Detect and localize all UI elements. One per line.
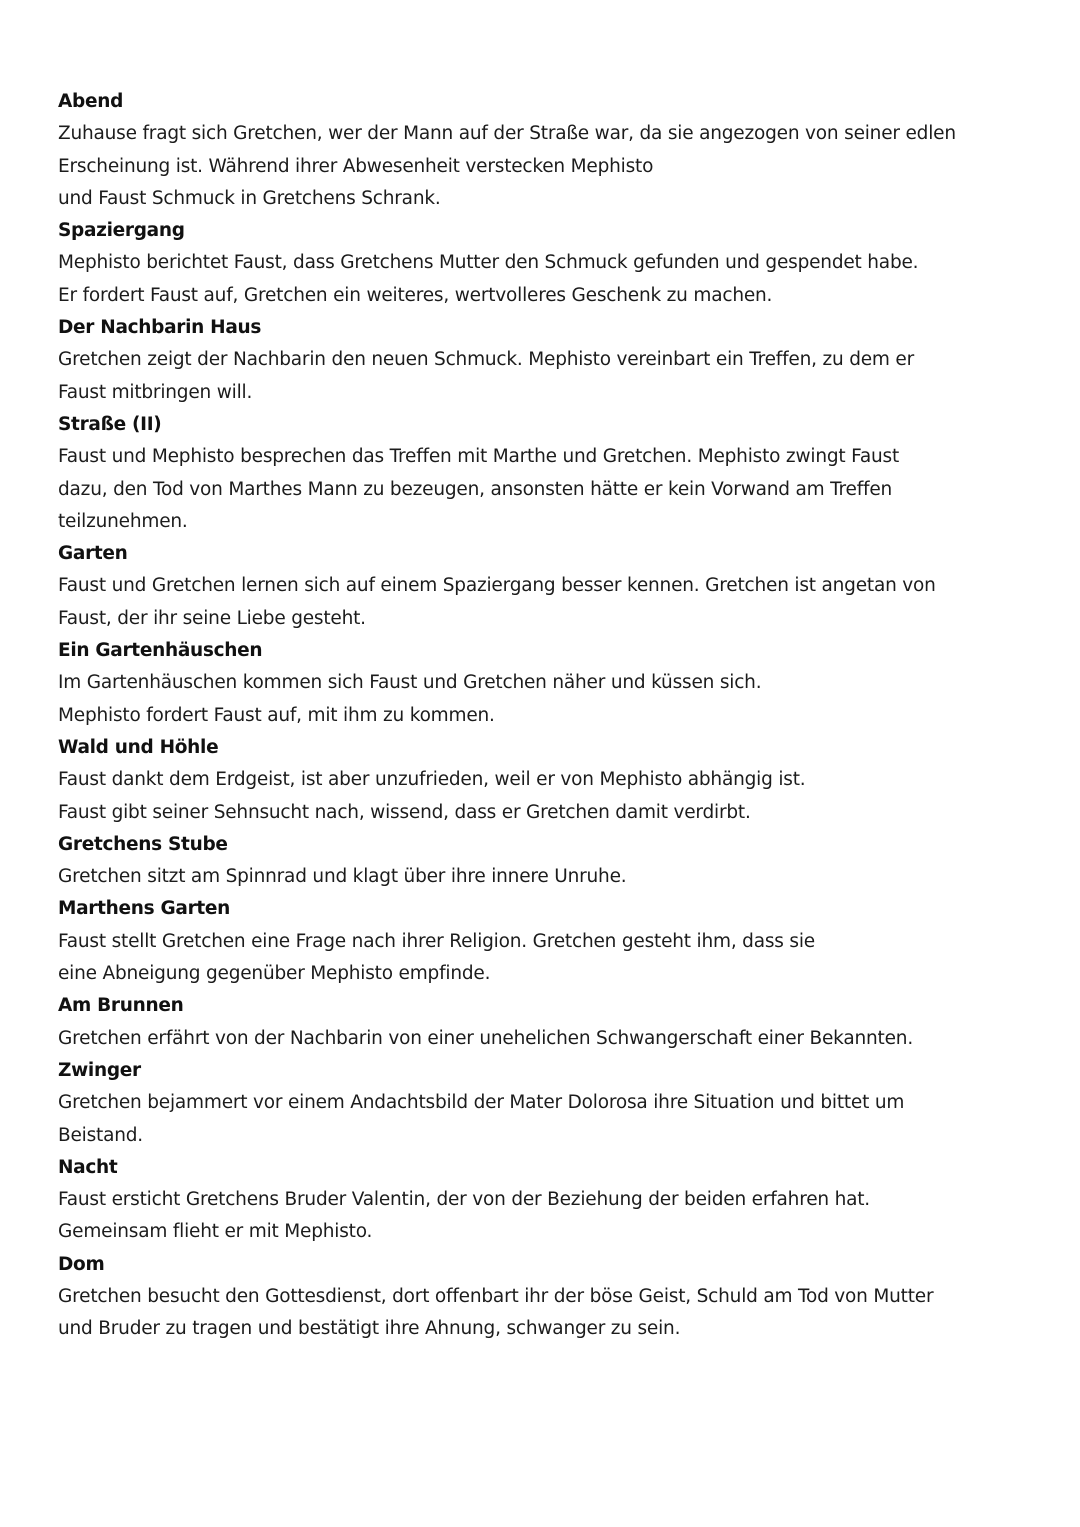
scene-section bbox=[58, 1055, 1018, 1152]
scene-section bbox=[58, 829, 1018, 894]
scene-heading: Ein Gartenhäuschen bbox=[58, 640, 263, 662]
scene-text-line: Gretchen erfährt von der Nachbarin von einer unehelichen Schwangerschaft einer Bekannten. bbox=[58, 1027, 913, 1049]
scene-text-line: eine Abneigung gegenüber Mephisto empfinde. bbox=[58, 963, 491, 985]
scene-text-line: und Bruder zu tragen und bestätigt ihre Ahnung, schwanger zu sein. bbox=[58, 1318, 681, 1340]
scene-heading: Marthens Garten bbox=[58, 898, 231, 920]
scene-heading: Spaziergang bbox=[58, 220, 185, 242]
scene-section bbox=[58, 86, 1018, 215]
scene-section bbox=[58, 893, 1018, 990]
scene-text-line: Gretchen bejammert vor einem Andachtsbild der Mater Dolorosa ihre Situation und bittet um bbox=[58, 1092, 905, 1114]
scene-text-line: Gretchen sitzt am Spinnrad und klagt über ihre innere Unruhe. bbox=[58, 866, 627, 888]
scene-text-line: Gretchen zeigt der Nachbarin den neuen Schmuck. Mephisto vereinbart ein Treffen, zu dem er bbox=[58, 349, 915, 371]
scene-section bbox=[58, 732, 1018, 829]
scene-heading: Abend bbox=[58, 91, 124, 112]
scene-section bbox=[58, 1249, 1018, 1346]
scene-text-line: Faust mitbringen will. bbox=[58, 381, 253, 403]
scene-text-line: Faust dankt dem Erdgeist, ist aber unzufrieden, weil er von Mephisto abhängig ist. bbox=[58, 769, 806, 791]
scene-text-line: Gemeinsam flieht er mit Mephisto. bbox=[58, 1221, 373, 1243]
scene-text-line: und Faust Schmuck in Gretchens Schrank. bbox=[58, 187, 441, 209]
scene-text-line: teilzunehmen. bbox=[58, 510, 188, 532]
scene-section bbox=[58, 538, 1018, 635]
scene-text-line: Im Gartenhäuschen kommen sich Faust und Gretchen näher und küssen sich. bbox=[58, 672, 762, 694]
scene-section bbox=[58, 215, 1018, 312]
scene-section bbox=[58, 312, 1018, 409]
scene-text-line: Faust stellt Gretchen eine Frage nach ihrer Religion. Gretchen gesteht ihm, dass sie bbox=[58, 930, 815, 952]
scene-text-line: Faust, der ihr seine Liebe gesteht. bbox=[58, 607, 366, 629]
scene-text-line: Er fordert Faust auf, Gretchen ein weiteres, wertvolleres Geschenk zu machen. bbox=[58, 284, 773, 306]
scene-section bbox=[58, 409, 1018, 538]
document-page bbox=[58, 86, 1018, 1346]
scene-heading: Garten bbox=[58, 543, 128, 565]
scene-heading: Zwinger bbox=[58, 1059, 141, 1081]
scene-text-line: Mephisto fordert Faust auf, mit ihm zu kommen. bbox=[58, 704, 495, 726]
scene-section bbox=[58, 635, 1018, 732]
scene-text-line: dazu, den Tod von Marthes Mann zu bezeugen, ansonsten hätte er kein Vorwand am Treffen bbox=[58, 478, 893, 500]
scene-text-line: Beistand. bbox=[58, 1124, 143, 1146]
scene-text-line: Faust und Gretchen lernen sich auf einem Spaziergang besser kennen. Gretchen ist angetan von bbox=[58, 575, 936, 597]
scene-section bbox=[58, 1152, 1018, 1249]
scene-text-line: Mephisto berichtet Faust, dass Gretchens Mutter den Schmuck gefunden und gespendet habe. bbox=[58, 252, 919, 274]
scene-heading: Gretchens Stube bbox=[58, 833, 228, 855]
scene-text-line: Faust gibt seiner Sehnsucht nach, wissend, dass er Gretchen damit verdirbt. bbox=[58, 801, 751, 823]
scene-section bbox=[58, 990, 1018, 1055]
scene-text-line: Faust ersticht Gretchens Bruder Valentin, der von der Beziehung der beiden erfahren hat. bbox=[58, 1189, 870, 1211]
scene-text-line: Erscheinung ist. Während ihrer Abwesenheit verstecken Mephisto bbox=[58, 155, 654, 177]
scene-heading: Der Nachbarin Haus bbox=[58, 317, 262, 339]
scene-text-line: Faust und Mephisto besprechen das Treffen mit Marthe und Gretchen. Mephisto zwingt Faust bbox=[58, 446, 900, 468]
scene-heading: Dom bbox=[58, 1253, 105, 1275]
scene-heading: Wald und Höhle bbox=[58, 736, 219, 758]
scene-heading: Am Brunnen bbox=[58, 995, 184, 1017]
scene-text-line: Gretchen besucht den Gottesdienst, dort offenbart ihr der böse Geist, Schuld am Tod von Mutter bbox=[58, 1285, 934, 1307]
scene-text-line: Zuhause fragt sich Gretchen, wer der Mann auf der Straße war, da sie angezogen von seiner edlen bbox=[58, 123, 956, 145]
scene-heading: Nacht bbox=[58, 1156, 118, 1178]
scene-heading: Straße (II) bbox=[58, 413, 162, 435]
